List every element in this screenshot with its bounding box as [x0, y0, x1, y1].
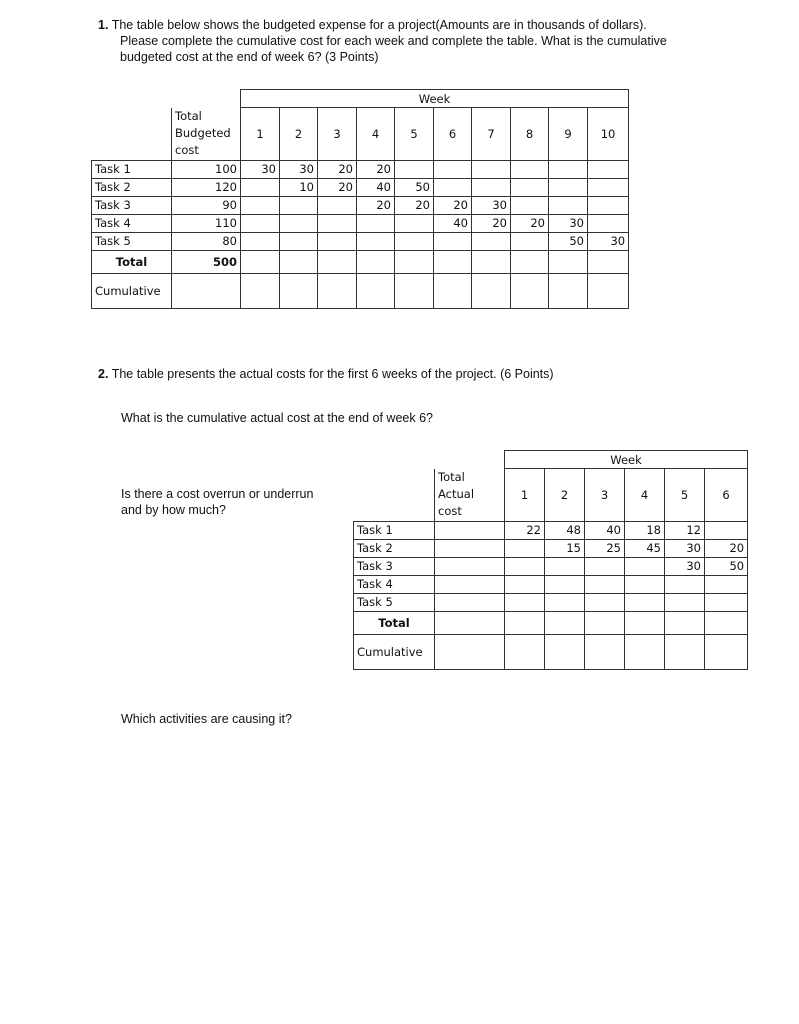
task-total: 90	[172, 196, 241, 214]
task-label: Task 2	[92, 178, 172, 196]
week-cost-cell	[318, 214, 357, 232]
week-cost-cell: 22	[505, 521, 545, 539]
week-cost-cell: 30	[665, 557, 705, 575]
t1-cumulative-cell[interactable]	[472, 273, 511, 308]
task-total[interactable]	[435, 593, 505, 611]
week-cost-cell	[585, 575, 625, 593]
week-cost-cell	[280, 196, 318, 214]
week-cost-cell	[472, 232, 511, 250]
t1-cumulative-label: Cumulative	[92, 273, 172, 308]
week-cost-cell	[395, 160, 434, 178]
t2-total-cell[interactable]	[625, 611, 665, 634]
t2-week-num: 1	[505, 469, 545, 522]
table-row	[354, 557, 748, 575]
budgeted-cost-table	[91, 89, 629, 309]
t2-total-cell[interactable]	[585, 611, 625, 634]
week-cost-cell	[588, 196, 629, 214]
t1-total-cell[interactable]	[280, 250, 318, 273]
t1-week-num: 1	[241, 108, 280, 161]
t1-total-cell[interactable]	[588, 250, 629, 273]
question-2-sub-2	[121, 486, 361, 518]
t1-week-num: 3	[318, 108, 357, 161]
t2-total-row-label: Total	[354, 611, 435, 634]
task-label: Task 4	[92, 214, 172, 232]
week-cost-cell	[511, 232, 549, 250]
table-row	[354, 539, 748, 557]
week-cost-cell	[705, 593, 748, 611]
t2-cumulative-cell[interactable]	[705, 634, 748, 669]
task-total[interactable]	[435, 539, 505, 557]
week-cost-cell: 30	[472, 196, 511, 214]
week-cost-cell: 15	[545, 539, 585, 557]
week-cost-cell	[625, 575, 665, 593]
week-cost-cell	[585, 593, 625, 611]
week-cost-cell	[318, 196, 357, 214]
t2-total-cell[interactable]	[705, 611, 748, 634]
week-cost-cell	[545, 593, 585, 611]
week-cost-cell	[280, 214, 318, 232]
t2-cumulative-cell[interactable]	[625, 634, 665, 669]
week-cost-cell	[241, 214, 280, 232]
week-cost-cell	[705, 575, 748, 593]
t1-total-cell[interactable]	[395, 250, 434, 273]
task-total: 80	[172, 232, 241, 250]
question-1-line-2: Please complete the cumulative cost for each week and complete the table. What is the cumulative	[120, 34, 667, 48]
week-cost-cell	[434, 178, 472, 196]
table-row	[354, 593, 748, 611]
t2-corner	[354, 451, 435, 469]
t2-total-header	[435, 469, 505, 522]
t2-corner-2	[354, 469, 435, 522]
table-row	[354, 575, 748, 593]
question-2-sub-3: Which activities are causing it?	[121, 712, 292, 726]
week-cost-cell	[549, 178, 588, 196]
week-cost-cell	[585, 557, 625, 575]
week-cost-cell: 20	[318, 178, 357, 196]
task-total[interactable]	[435, 521, 505, 539]
week-cost-cell: 20	[357, 160, 395, 178]
week-cost-cell	[588, 178, 629, 196]
t1-cumulative-cell[interactable]	[357, 273, 395, 308]
week-cost-cell: 20	[395, 196, 434, 214]
actual-cost-table	[353, 450, 748, 670]
t1-cumulative-cell[interactable]	[588, 273, 629, 308]
question-2-sub-2-line-1: Is there a cost overrun or underrun	[121, 487, 314, 501]
week-cost-cell	[665, 575, 705, 593]
t2-cumulative-cell[interactable]	[505, 634, 545, 669]
table-row	[92, 232, 629, 250]
t2-cumulative-cell[interactable]	[585, 634, 625, 669]
question-2-line-1: The table presents the actual costs for the first 6 weeks of the project. (6 Points)	[111, 367, 554, 381]
week-cost-cell: 50	[549, 232, 588, 250]
week-cost-cell	[395, 214, 434, 232]
t2-cumulative-cell[interactable]	[435, 634, 505, 669]
t1-week-num: 5	[395, 108, 434, 161]
task-label: Task 1	[92, 160, 172, 178]
t1-total-row-label: Total	[92, 250, 172, 273]
week-cost-cell	[511, 196, 549, 214]
t1-total-cell[interactable]	[241, 250, 280, 273]
task-total: 110	[172, 214, 241, 232]
week-cost-cell: 20	[705, 539, 748, 557]
t2-week-num: 6	[705, 469, 748, 522]
t2-cumulative-cell[interactable]	[665, 634, 705, 669]
t1-week-num: 9	[549, 108, 588, 161]
week-cost-cell: 30	[241, 160, 280, 178]
t2-week-num: 2	[545, 469, 585, 522]
t1-cumulative-cell[interactable]	[318, 273, 357, 308]
week-cost-cell	[545, 557, 585, 575]
t1-week-num: 2	[280, 108, 318, 161]
t1-cumulative-cell[interactable]	[395, 273, 434, 308]
t1-total-header-line-1: Total	[175, 109, 202, 123]
t1-total-header	[172, 108, 241, 161]
week-cost-cell	[241, 178, 280, 196]
t1-cumulative-cell[interactable]	[549, 273, 588, 308]
week-cost-cell	[625, 557, 665, 575]
week-cost-cell	[545, 575, 585, 593]
week-cost-cell	[434, 232, 472, 250]
week-cost-cell	[241, 232, 280, 250]
t1-total-cell[interactable]	[472, 250, 511, 273]
t1-total-cell[interactable]	[357, 250, 395, 273]
week-cost-cell: 45	[625, 539, 665, 557]
week-cost-cell: 25	[585, 539, 625, 557]
task-label: Task 2	[354, 539, 435, 557]
task-label: Task 4	[354, 575, 435, 593]
t1-cumulative-cell[interactable]	[241, 273, 280, 308]
week-cost-cell	[434, 160, 472, 178]
week-cost-cell: 30	[588, 232, 629, 250]
week-cost-cell: 20	[472, 214, 511, 232]
question-2-number: 2.	[98, 367, 109, 381]
week-cost-cell: 10	[280, 178, 318, 196]
t1-total-cell[interactable]	[549, 250, 588, 273]
question-1-line-1: The table below shows the budgeted expense for a project(Amounts are in thousands of dollars).	[111, 18, 647, 32]
t1-corner-total	[172, 90, 241, 108]
t2-week-num: 3	[585, 469, 625, 522]
week-cost-cell	[505, 575, 545, 593]
t1-cumulative-cell[interactable]	[172, 273, 241, 308]
t1-total-cell[interactable]	[318, 250, 357, 273]
t1-week-num: 4	[357, 108, 395, 161]
week-cost-cell	[588, 160, 629, 178]
t2-total-header-line-3: cost	[438, 504, 462, 518]
t1-total-header-line-3: cost	[175, 143, 199, 157]
task-label: Task 5	[92, 232, 172, 250]
question-1-number: 1.	[98, 18, 109, 32]
t2-cumulative-cell[interactable]	[545, 634, 585, 669]
week-cost-cell	[505, 539, 545, 557]
t2-total-header-line-1: Total	[438, 470, 465, 484]
week-cost-cell	[395, 232, 434, 250]
table-row	[92, 196, 629, 214]
task-total[interactable]	[435, 557, 505, 575]
t2-week-num: 5	[665, 469, 705, 522]
task-label: Task 5	[354, 593, 435, 611]
week-cost-cell: 20	[434, 196, 472, 214]
t1-week-num: 10	[588, 108, 629, 161]
task-total[interactable]	[435, 575, 505, 593]
week-cost-cell	[357, 232, 395, 250]
week-cost-cell	[505, 557, 545, 575]
week-cost-cell: 50	[395, 178, 434, 196]
week-cost-cell	[241, 196, 280, 214]
question-2-sub-2-line-2: and by how much?	[121, 503, 226, 517]
task-label: Task 3	[354, 557, 435, 575]
week-cost-cell: 12	[665, 521, 705, 539]
week-cost-cell: 20	[357, 196, 395, 214]
task-label: Task 3	[92, 196, 172, 214]
t1-total-cell[interactable]	[511, 250, 549, 273]
t2-total-cell[interactable]	[505, 611, 545, 634]
week-cost-cell	[318, 232, 357, 250]
t2-total-cell[interactable]	[435, 611, 505, 634]
week-cost-cell	[357, 214, 395, 232]
t2-week-num: 4	[625, 469, 665, 522]
week-cost-cell	[625, 593, 665, 611]
week-cost-cell: 30	[549, 214, 588, 232]
t2-week-header: Week	[505, 451, 748, 469]
week-cost-cell	[511, 160, 549, 178]
week-cost-cell	[511, 178, 549, 196]
t1-total-header-line-2: Budgeted	[175, 126, 231, 140]
week-cost-cell	[705, 521, 748, 539]
question-1-line-3: budgeted cost at the end of week 6? (3 Points)	[120, 50, 379, 64]
task-total: 120	[172, 178, 241, 196]
t1-total-cell[interactable]	[434, 250, 472, 273]
week-cost-cell: 30	[665, 539, 705, 557]
task-label: Task 1	[354, 521, 435, 539]
t1-week-num: 7	[472, 108, 511, 161]
question-1	[98, 17, 758, 65]
week-cost-cell	[472, 178, 511, 196]
task-total: 100	[172, 160, 241, 178]
question-2	[98, 366, 698, 382]
week-cost-cell	[588, 214, 629, 232]
week-cost-cell	[472, 160, 511, 178]
t2-total-cell[interactable]	[665, 611, 705, 634]
week-cost-cell: 18	[625, 521, 665, 539]
t2-cumulative-label: Cumulative	[354, 634, 435, 669]
t1-corner	[92, 90, 172, 108]
week-cost-cell: 20	[318, 160, 357, 178]
week-cost-cell	[549, 196, 588, 214]
t2-corner-total	[435, 451, 505, 469]
table-row	[92, 214, 629, 232]
week-cost-cell: 40	[434, 214, 472, 232]
table-row	[92, 178, 629, 196]
week-cost-cell	[280, 232, 318, 250]
question-2-sub-1: What is the cumulative actual cost at the end of week 6?	[121, 411, 433, 425]
t1-corner-2	[92, 108, 172, 161]
week-cost-cell: 30	[280, 160, 318, 178]
t2-total-header-line-2: Actual	[438, 487, 475, 501]
week-cost-cell: 40	[357, 178, 395, 196]
table-row	[354, 521, 748, 539]
week-cost-cell: 48	[545, 521, 585, 539]
t1-week-header: Week	[241, 90, 629, 108]
week-cost-cell: 20	[511, 214, 549, 232]
week-cost-cell	[505, 593, 545, 611]
t1-week-num: 6	[434, 108, 472, 161]
week-cost-cell: 50	[705, 557, 748, 575]
t1-week-num: 8	[511, 108, 549, 161]
t1-cumulative-cell[interactable]	[280, 273, 318, 308]
t1-cumulative-cell[interactable]	[511, 273, 549, 308]
t2-total-cell[interactable]	[545, 611, 585, 634]
week-cost-cell: 40	[585, 521, 625, 539]
t1-total-row-value: 500	[172, 250, 241, 273]
week-cost-cell	[549, 160, 588, 178]
table-row	[92, 160, 629, 178]
week-cost-cell	[665, 593, 705, 611]
t1-cumulative-cell[interactable]	[434, 273, 472, 308]
